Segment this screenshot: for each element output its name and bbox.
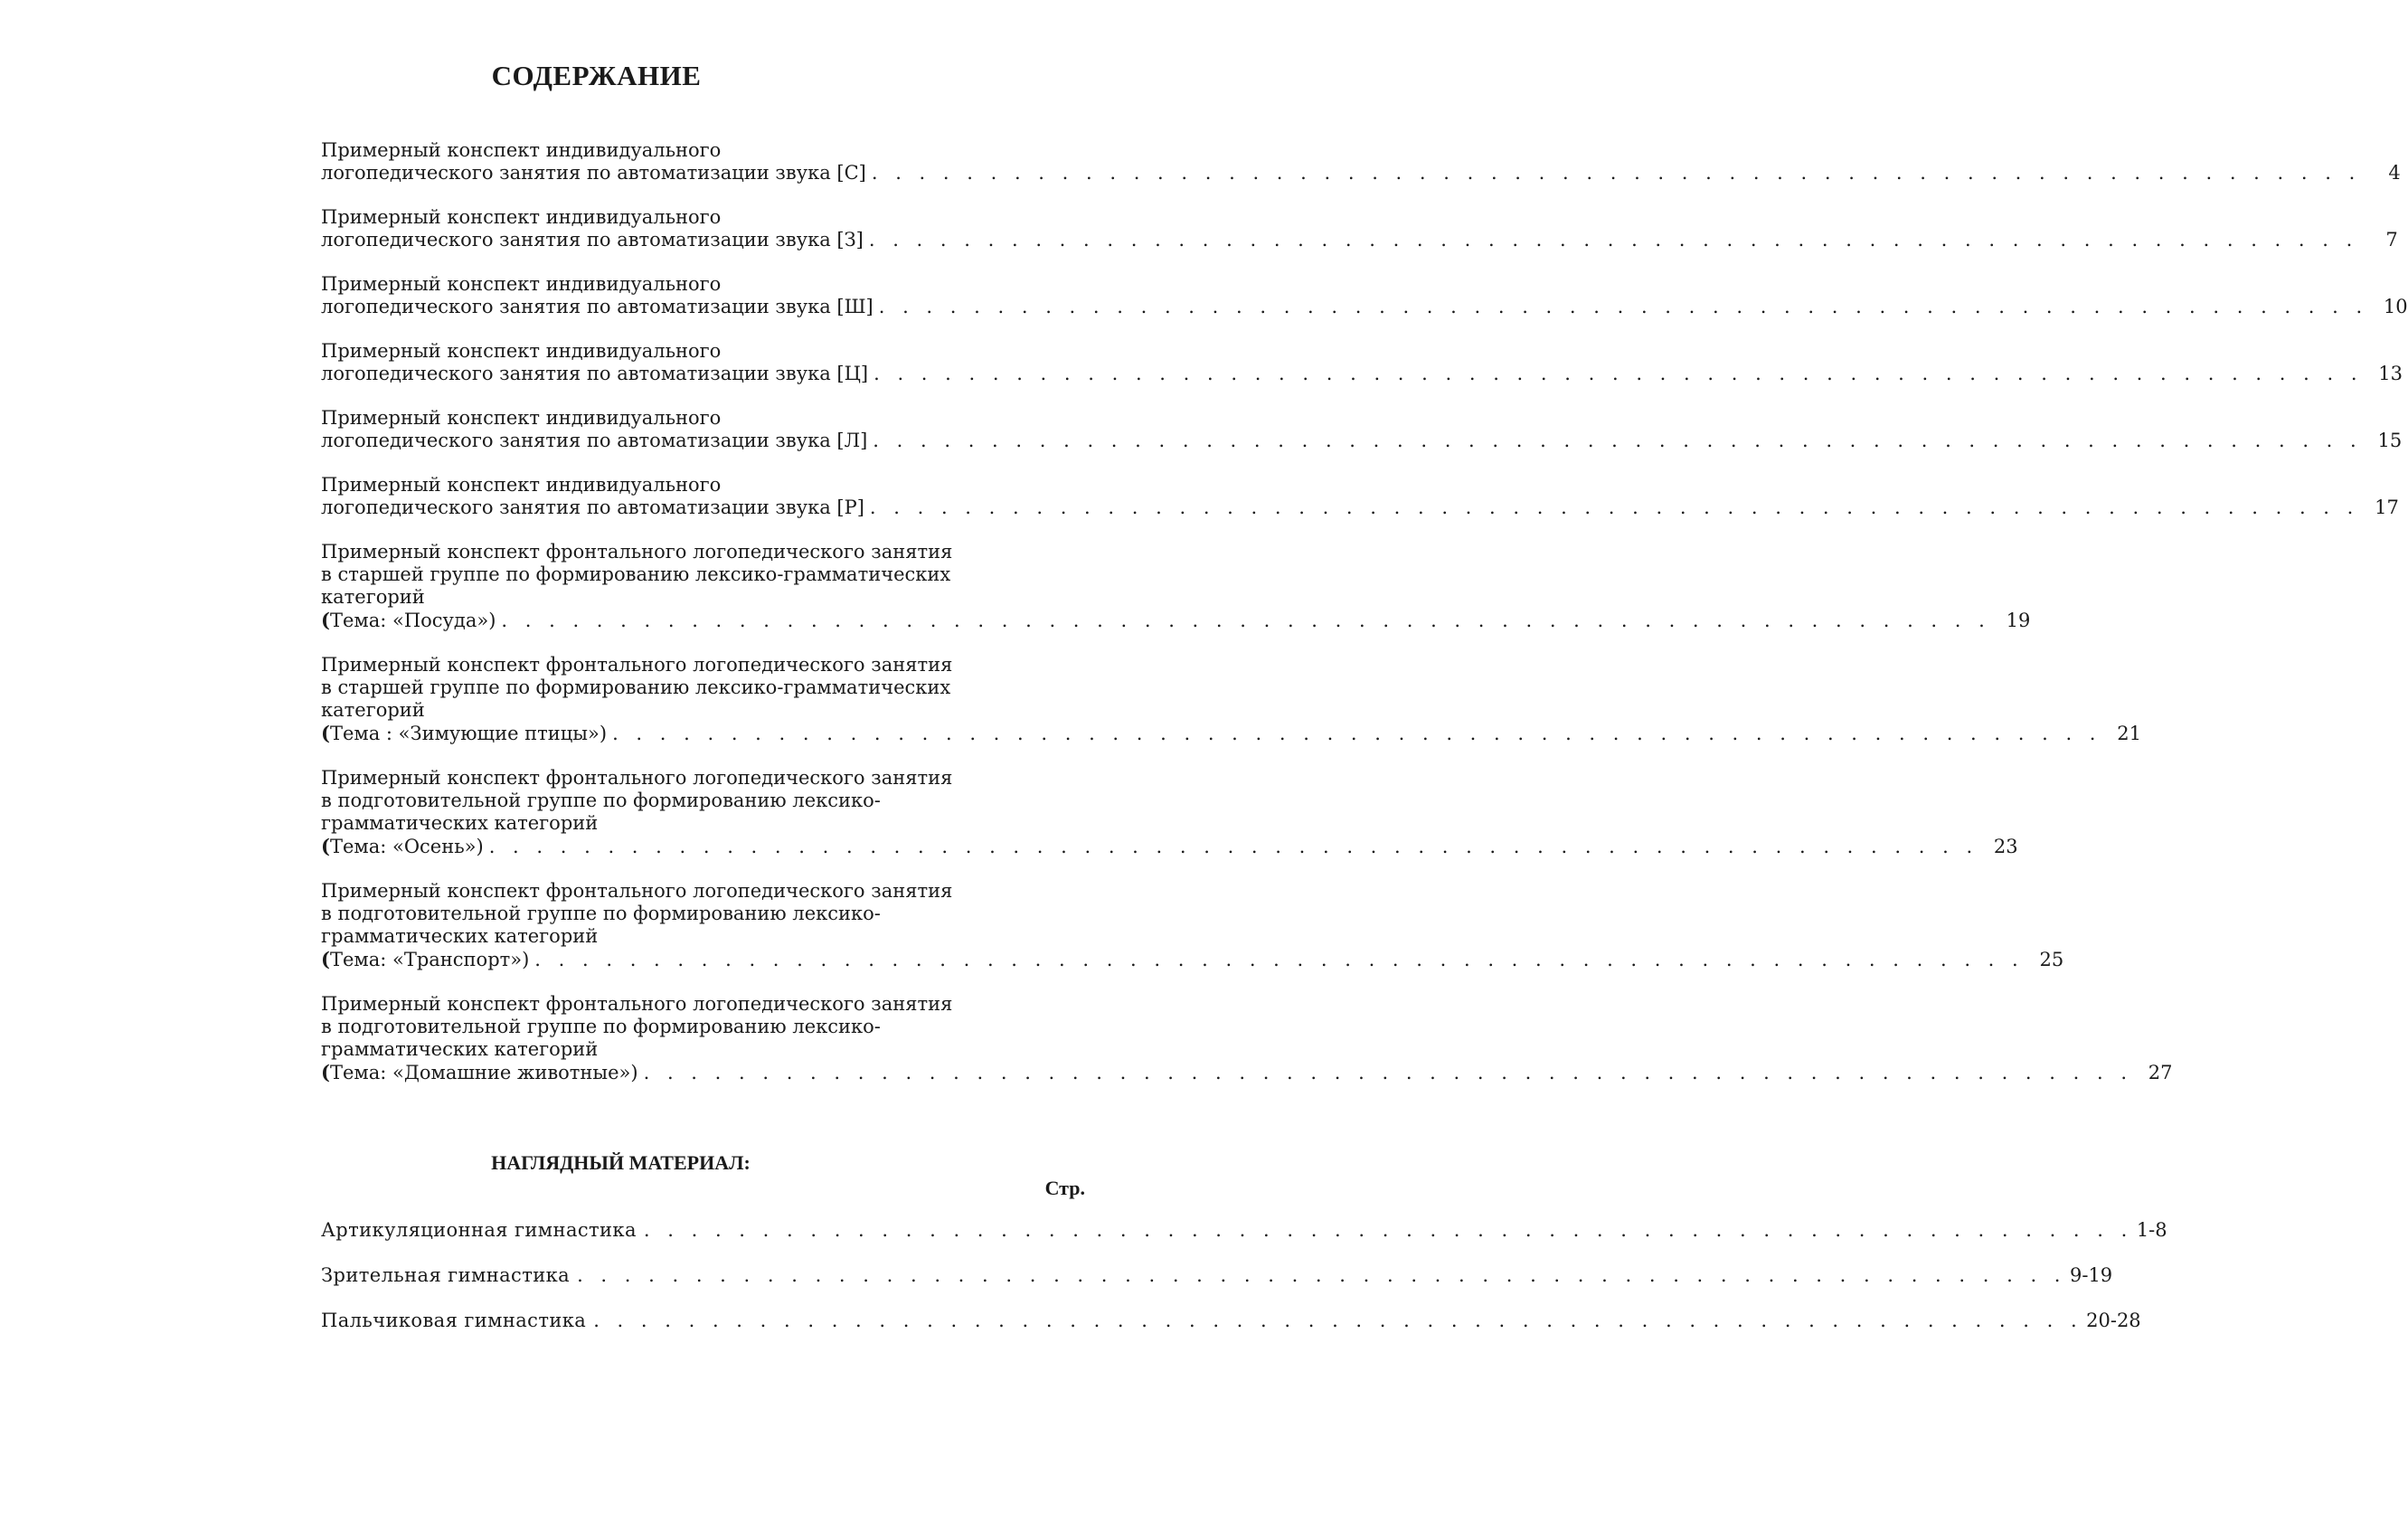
dot-leader: . . . . . . . . . . . . . . . . . . . . . . . . . . . . . . . . . . . . . . . . . . . . . . . . . . . . . . . . . . . . . . . xyxy=(534,949,2025,970)
toc-page-number: 13 xyxy=(2378,363,2403,384)
dot-leader: . . . . . . . . . . . . . . . . . . . . . . . . . . . . . . . . . . . . . . . . . . . . . . . . . . . . . . . . . . . . . . . xyxy=(593,1310,2083,1331)
toc-entry xyxy=(321,407,2403,452)
toc-entry-line xyxy=(321,363,868,385)
toc-entry-line: Примерный конспект индивидуального xyxy=(321,407,722,429)
toc-entry xyxy=(321,139,2401,184)
toc-page-number: 10 xyxy=(2383,296,2408,317)
toc-entry-last-line xyxy=(321,1061,2173,1084)
toc-entry xyxy=(321,880,2064,971)
toc-entry-line-text: Тема: «Осень») xyxy=(329,836,484,857)
toc-entry-line: категорий xyxy=(321,699,425,721)
toc-entry-line: грамматических категорий xyxy=(321,1038,599,1060)
toc-entry-last-line xyxy=(321,609,2031,632)
visual-material-item xyxy=(321,1264,2113,1287)
toc-entry-line: Примерный конспект индивидуального xyxy=(321,139,722,161)
toc-entry-line: Примерный конспект индивидуального xyxy=(321,474,722,496)
toc-entry-line xyxy=(321,497,864,519)
toc-entry-line xyxy=(321,835,484,858)
toc-entry-last-line xyxy=(321,363,2403,385)
toc-entry-last-line xyxy=(321,162,2401,184)
toc-entry-line xyxy=(321,296,873,318)
toc-entry-line-text: логопедического занятия по автоматизации звука [С] xyxy=(321,162,866,184)
opening-parenthesis: ( xyxy=(321,609,330,631)
toc-entry-line: Примерный конспект фронтального логопедического занятия xyxy=(321,654,953,676)
dot-leader: . . . . . . . . . . . . . . . . . . . . . . . . . . . . . . . . . . . . . . . . . . . . . . . . . . . . . . . . . . . . . . . xyxy=(488,836,1978,857)
toc-entry-last-line xyxy=(321,835,2018,858)
toc-entry-last-line xyxy=(321,722,2141,745)
toc-page-number: 4 xyxy=(2388,162,2401,184)
toc-entry-line: Примерный конспект индивидуального xyxy=(321,273,722,295)
toc-entry-line: Примерный конспект индивидуального xyxy=(321,340,722,362)
opening-parenthesis: ( xyxy=(321,1061,330,1083)
toc-entry-line: Примерный конспект индивидуального xyxy=(321,206,722,228)
toc-page-number: 7 xyxy=(2385,229,2398,251)
opening-parenthesis: ( xyxy=(321,722,330,744)
toc-page-number: 23 xyxy=(1993,836,2018,857)
toc-entry-last-line xyxy=(321,948,2064,971)
toc-entry xyxy=(321,654,2141,745)
section-title-visual-material: НАГЛЯДНЫЙ МАТЕРИАЛ: xyxy=(491,1151,751,1174)
visual-material-label: Пальчиковая гимнастика xyxy=(321,1310,587,1331)
toc-entry xyxy=(321,541,2031,632)
toc-entry-line xyxy=(321,948,529,971)
toc-entry-line-text: Тема: «Посуда») xyxy=(329,610,496,631)
toc-page-number: 27 xyxy=(2148,1062,2173,1083)
toc-page-number: 25 xyxy=(2039,949,2064,970)
toc-entry-line-text: логопедического занятия по автоматизации звука [З] xyxy=(321,229,864,251)
dot-leader: . . . . . . . . . . . . . . . . . . . . . . . . . . . . . . . . . . . . . . . . . . . . . . . . . . . . . . . . . . . . . . . xyxy=(643,1219,2133,1241)
toc-entry-line-text: логопедического занятия по автоматизации звука [Ц] xyxy=(321,363,869,384)
table-of-contents xyxy=(321,139,2408,1106)
toc-entry xyxy=(321,993,2173,1084)
toc-entry xyxy=(321,206,2398,251)
toc-entry-line-text: логопедического занятия по автоматизации звука [Л] xyxy=(321,430,868,451)
toc-entry-line: в подготовительной группе по формированию лексико- xyxy=(321,790,881,811)
toc-entry-line: в подготовительной группе по формированию лексико- xyxy=(321,903,881,924)
page-title: СОДЕРЖАНИЕ xyxy=(491,60,702,91)
toc-entry-last-line xyxy=(321,430,2403,452)
visual-material-pages: 9-19 xyxy=(2069,1264,2113,1286)
visual-material-label: Зрительная гимнастика xyxy=(321,1264,571,1286)
toc-entry-line-text: Тема: «Домашние животные») xyxy=(329,1062,638,1083)
toc-entry-last-line xyxy=(321,296,2408,318)
opening-parenthesis: ( xyxy=(321,948,330,970)
toc-entry xyxy=(321,340,2403,385)
dot-leader: . . . . . . . . . . . . . . . . . . . . . . . . . . . . . . . . . . . . . . . . . . . . . . . . . . . . . . . . . . . . . . . xyxy=(577,1264,2066,1286)
dot-leader: . . . . . . . . . . . . . . . . . . . . . . . . . . . . . . . . . . . . . . . . . . . . . . . . . . . . . . . . . . . . . . . xyxy=(612,723,2101,744)
toc-entry-line-text: Тема : «Зимующие птицы») xyxy=(329,723,608,744)
toc-entry-line xyxy=(321,722,607,745)
visual-material-list xyxy=(321,1219,2167,1355)
visual-material-pages: 1-8 xyxy=(2136,1219,2167,1241)
pages-column-label: Стр. xyxy=(1044,1177,1085,1199)
visual-material-label: Артикуляционная гимнастика xyxy=(321,1219,637,1241)
dot-leader: . . . . . . . . . . . . . . . . . . . . . . . . . . . . . . . . . . . . . . . . . . . . . . . . . . . . . . . . . . . . . . . xyxy=(501,610,1991,631)
toc-entry-line xyxy=(321,162,866,184)
toc-entry-line xyxy=(321,1061,638,1084)
visual-material-item xyxy=(321,1310,2141,1332)
visual-material-item xyxy=(321,1219,2167,1242)
opening-parenthesis: ( xyxy=(321,835,330,857)
dot-leader: . . . . . . . . . . . . . . . . . . . . . . . . . . . . . . . . . . . . . . . . . . . . . . . . . . . . . . . . . . . . . . . xyxy=(878,296,2368,317)
toc-page-number: 17 xyxy=(2375,497,2399,518)
toc-entry-line-text: логопедического занятия по автоматизации звука [Ш] xyxy=(321,296,873,317)
toc-entry-line: Примерный конспект фронтального логопедического занятия xyxy=(321,993,953,1015)
toc-entry xyxy=(321,273,2408,318)
dot-leader: . . . . . . . . . . . . . . . . . . . . . . . . . . . . . . . . . . . . . . . . . . . . . . . . . . . . . . . . . . . . . . . xyxy=(871,162,2361,184)
toc-entry-line xyxy=(321,609,496,632)
toc-entry-line xyxy=(321,229,864,251)
toc-entry-line-text: Тема: «Транспорт») xyxy=(329,949,530,970)
dot-leader: . . . . . . . . . . . . . . . . . . . . . . . . . . . . . . . . . . . . . . . . . . . . . . . . . . . . . . . . . . . . . . . xyxy=(873,363,2364,384)
toc-entry-line: Примерный конспект фронтального логопедического занятия xyxy=(321,767,953,789)
toc-entry-last-line xyxy=(321,229,2398,251)
toc-entry-last-line xyxy=(321,497,2399,519)
toc-page-number: 21 xyxy=(2117,723,2141,744)
toc-entry-line: в старшей группе по формированию лексико-грамматических xyxy=(321,676,951,698)
toc-entry-line xyxy=(321,430,867,452)
toc-entry-line: в подготовительной группе по формированию лексико- xyxy=(321,1016,881,1037)
toc-entry-line: грамматических категорий xyxy=(321,812,599,834)
toc-entry xyxy=(321,474,2399,519)
visual-material-pages: 20-28 xyxy=(2086,1310,2141,1331)
toc-entry-line: Примерный конспект фронтального логопедического занятия xyxy=(321,541,953,563)
dot-leader: . . . . . . . . . . . . . . . . . . . . . . . . . . . . . . . . . . . . . . . . . . . . . . . . . . . . . . . . . . . . . . . xyxy=(869,497,2359,518)
toc-entry-line: категорий xyxy=(321,586,425,608)
toc-entry-line: Примерный конспект фронтального логопедического занятия xyxy=(321,880,953,902)
dot-leader: . . . . . . . . . . . . . . . . . . . . . . . . . . . . . . . . . . . . . . . . . . . . . . . . . . . . . . . . . . . . . . . xyxy=(643,1062,2133,1083)
toc-entry-line-text: логопедического занятия по автоматизации звука [Р] xyxy=(321,497,864,518)
dot-leader: . . . . . . . . . . . . . . . . . . . . . . . . . . . . . . . . . . . . . . . . . . . . . . . . . . . . . . . . . . . . . . . xyxy=(868,229,2358,251)
toc-entry xyxy=(321,767,2018,858)
toc-page-number: 15 xyxy=(2377,430,2403,451)
dot-leader: . . . . . . . . . . . . . . . . . . . . . . . . . . . . . . . . . . . . . . . . . . . . . . . . . . . . . . . . . . . . . . . xyxy=(873,430,2363,451)
toc-entry-line: грамматических категорий xyxy=(321,925,599,947)
toc-entry-line: в старшей группе по формированию лексико-грамматических xyxy=(321,563,951,585)
toc-page-number: 19 xyxy=(2006,610,2031,631)
